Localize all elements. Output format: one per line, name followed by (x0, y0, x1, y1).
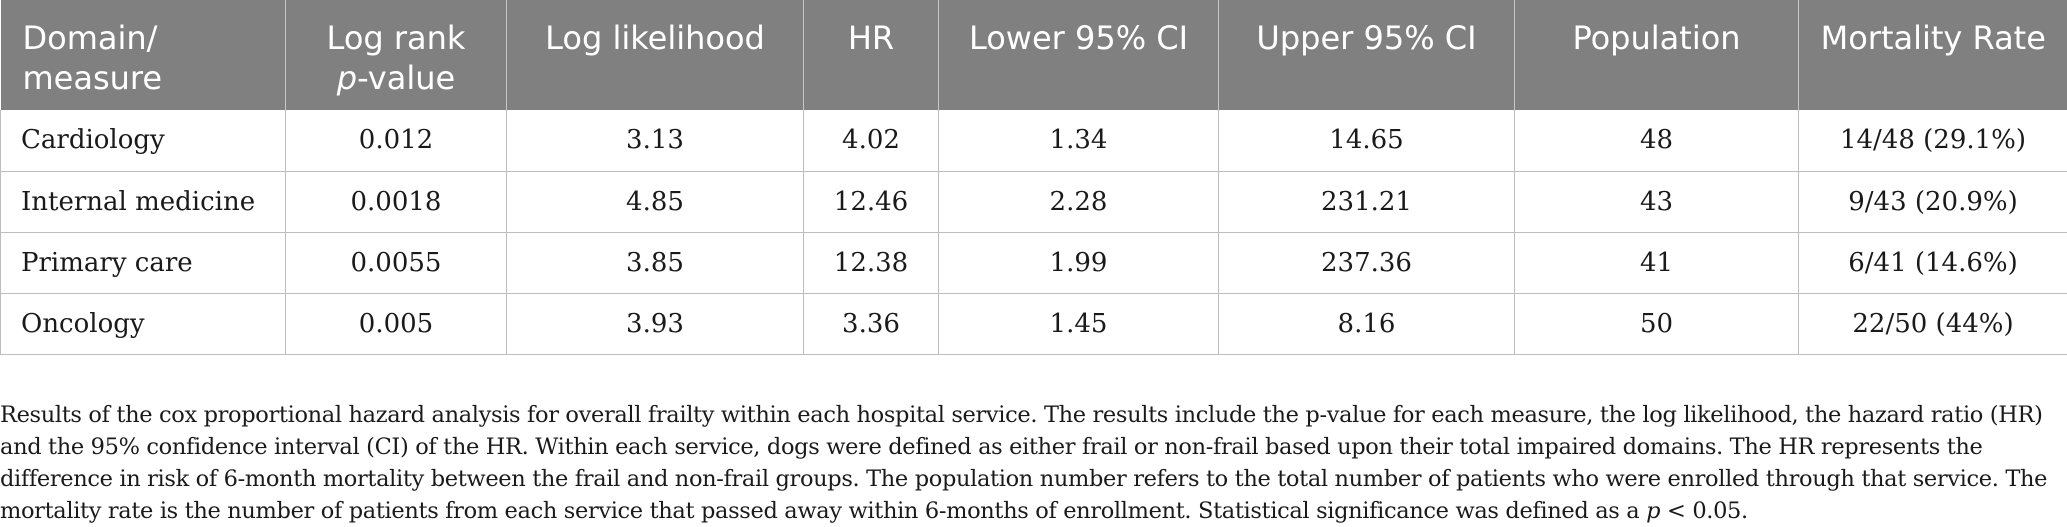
cell-upper-ci: 231.21 (1219, 171, 1515, 232)
cell-mortality-rate: 14/48 (29.1%) (1799, 110, 2067, 171)
table-row (1, 110, 2067, 171)
table-row (1, 232, 2067, 293)
header-domain-line1: Domain/ (23, 19, 158, 57)
cell-domain: Primary care (1, 232, 286, 293)
caption-tail: < 0.05. (1660, 498, 1748, 524)
cell-log-rank: 0.0055 (286, 232, 507, 293)
cell-domain: Cardiology (1, 110, 286, 171)
header-population: Population (1515, 0, 1799, 110)
cell-log-rank: 0.012 (286, 110, 507, 171)
header-logrank-value: -value (357, 59, 455, 97)
header-log-rank-p-value (286, 0, 507, 110)
cell-log-likelihood: 4.85 (507, 171, 804, 232)
cell-mortality-rate: 22/50 (44%) (1799, 293, 2067, 354)
cell-population: 50 (1515, 293, 1799, 354)
header-log-likelihood: Log likelihood (507, 0, 804, 110)
cell-lower-ci: 1.34 (939, 110, 1219, 171)
header-domain-measure (1, 0, 286, 110)
cell-domain: Internal medicine (1, 171, 286, 232)
cell-lower-ci: 2.28 (939, 171, 1219, 232)
cell-log-likelihood: 3.13 (507, 110, 804, 171)
cell-hr: 4.02 (804, 110, 939, 171)
cell-hr: 3.36 (804, 293, 939, 354)
cell-upper-ci: 14.65 (1219, 110, 1515, 171)
cell-upper-ci: 8.16 (1219, 293, 1515, 354)
cell-log-likelihood: 3.85 (507, 232, 804, 293)
cell-mortality-rate: 9/43 (20.9%) (1799, 171, 2067, 232)
cell-population: 41 (1515, 232, 1799, 293)
table-row (1, 171, 2067, 232)
cell-domain: Oncology (1, 293, 286, 354)
table-caption (0, 399, 2060, 527)
cell-log-likelihood: 3.93 (507, 293, 804, 354)
cell-hr: 12.46 (804, 171, 939, 232)
header-domain-line2: measure (23, 59, 163, 97)
cell-population: 48 (1515, 110, 1799, 171)
header-hr: HR (804, 0, 939, 110)
cell-mortality-rate: 6/41 (14.6%) (1799, 232, 2067, 293)
cell-upper-ci: 237.36 (1219, 232, 1515, 293)
header-lower-ci: Lower 95% CI (939, 0, 1219, 110)
caption-text: Results of the cox proportional hazard analysis for overall frailty within each hospital service. The results include the p-value for each measure, the log likelihood, the hazard ratio (HR) and the 95% confidence interval (CI) of the HR. Within each service, dogs were defined as either frail or non-frail based upon their total impaired domains. The HR represents the difference in risk of 6-month mortality between the frail and non-frail groups. The population number refers to the total number of patients who were enrolled through that service. The mortality rate is the number of patients from each service that passed away within 6-months of enrollment. Statistical significance was defined as a (0, 402, 2047, 524)
caption-p-italic: p (1646, 498, 1660, 524)
cell-lower-ci: 1.99 (939, 232, 1219, 293)
cell-population: 43 (1515, 171, 1799, 232)
header-upper-ci: Upper 95% CI (1219, 0, 1515, 110)
header-logrank-line1: Log rank (327, 19, 466, 57)
cell-log-rank: 0.005 (286, 293, 507, 354)
header-row (1, 0, 2067, 110)
cell-log-rank: 0.0018 (286, 171, 507, 232)
header-mortality-rate: Mortality Rate (1799, 0, 2067, 110)
header-logrank-p: p (337, 59, 357, 97)
table-row (1, 293, 2067, 354)
cell-hr: 12.38 (804, 232, 939, 293)
cell-lower-ci: 1.45 (939, 293, 1219, 354)
